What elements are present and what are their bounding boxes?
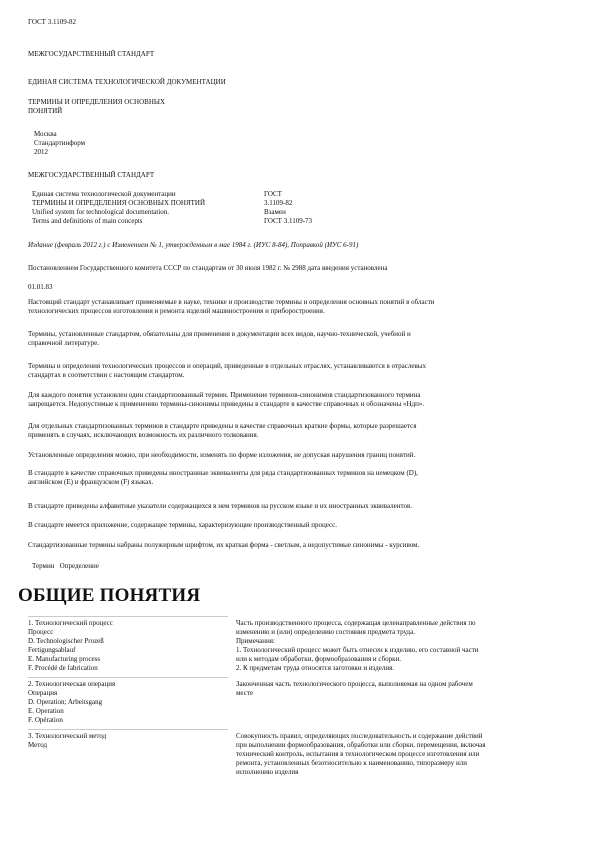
title-table-left-line: ТЕРМИНЫ И ОПРЕДЕЛЕНИЯ ОСНОВНЫХ ПОНЯТИЙ [32, 199, 206, 207]
document-title-line-1: ТЕРМИНЫ И ОПРЕДЕЛЕНИЯ ОСНОВНЫХ [28, 98, 166, 106]
edition-note: Издание (февраль 2012 г.) с Изменением № 1, утвержденным в мае 1984 г. (ИУС 8-84), Поправкой (ИУС 6-91) [28, 241, 359, 249]
definition-line: изменению и (или) определению состояния предмета труда. [236, 628, 415, 636]
publication-year: 2012 [34, 148, 48, 156]
publisher: Стандартинформ [34, 139, 86, 147]
paragraph [28, 521, 558, 530]
term-line: 2. Технологическая операция [28, 680, 116, 688]
paragraph-line: запрещается. Недопустимые к применению термины-синонимы приведены в стандарте в качестве справочных и обозначены «Ндп». [28, 400, 425, 408]
term-line: E. Manufacturing process [28, 655, 101, 663]
title-table-left-line: Terms and definitions of main concepts [32, 217, 143, 225]
paragraph [28, 469, 558, 487]
title-table-right-line: ГОСТ [264, 190, 282, 198]
paragraph-line: В стандарте в качестве справочных приведены иностранные эквиваленты для ряда стандартизованных терминов на немецком (D), [28, 469, 418, 477]
definition-line: ремонта, установленных безотносительно к наименованию, типоразмеру или [236, 759, 467, 767]
term-cell [28, 680, 228, 725]
paragraph-line: стандартах в соответствии с настоящим стандартом. [28, 371, 185, 379]
paragraph-line: Установленные определения можно, при необходимости, изменять по форме изложения, не допуская нарушения границ понятий. [28, 451, 416, 459]
paragraph-line: Термины, установленные стандартом, обязательны для применения в документации всех видов, научно-технической, учебной и [28, 330, 411, 338]
definition-line: Часть производственного процесса, содержащая целенаправленные действия по [236, 619, 476, 627]
term-cell [28, 619, 228, 673]
paragraph [28, 502, 558, 511]
decree-note: Постановлением Государственного комитета СССР по стандартам от 30 июля 1982 г. № 2988 дата введения установлена [28, 264, 388, 272]
paragraph-line: Для каждого понятия установлен один стандартизованный термин. Применение терминов-синонимов стандартизованного термина [28, 391, 421, 399]
definition-cell [236, 680, 558, 698]
paragraph [28, 391, 558, 409]
interstate-standard-heading-2: МЕЖГОСУДАРСТВЕННЫЙ СТАНДАРТ [28, 171, 155, 179]
paragraph [28, 298, 558, 316]
paragraph [28, 362, 558, 380]
term-line: D. Technologischer Prozeß [28, 637, 104, 645]
title-table-left-line: Unified system for technological documentation. [32, 208, 170, 216]
title-table-right-line: ГОСТ 3.1109-73 [264, 217, 313, 225]
term-line: Процесс [28, 628, 54, 636]
term-line: D. Operation; Arbeitsgang [28, 698, 103, 706]
title-table-right-line: 3.1109-82 [264, 199, 293, 207]
term-line: 1. Технологический процесс [28, 619, 113, 627]
row-separator [28, 616, 228, 617]
title-table-right [264, 190, 384, 226]
definition-line: Примечания: [236, 637, 275, 645]
paragraph-line: справочной литературе. [28, 339, 99, 347]
columns-header: Термин Определение [32, 562, 99, 570]
term-line: Метод [28, 741, 48, 749]
term-line: Fertigungsablauf [28, 646, 76, 654]
term-line: F. Procédé de fabrication [28, 664, 98, 672]
paragraph-line: Настоящий стандарт устанавливает применяемые в науке, технике и производстве термины и определения основных понятий в области [28, 298, 435, 306]
term-line: Операция [28, 689, 58, 697]
definition-line: 1. Технологический процесс может быть отнесен к изделию, его составной части [236, 646, 479, 654]
effective-date: 01.01.83 [28, 283, 53, 291]
system-heading: ЕДИНАЯ СИСТЕМА ТЕХНОЛОГИЧЕСКОЙ ДОКУМЕНТАЦИИ [28, 78, 226, 86]
definition-line: или к методам обработки, формообразования и сборки. [236, 655, 402, 663]
document-code: ГОСТ 3.1109-82 [28, 18, 77, 26]
paragraph-line: применять в случаях, исключающих возможность их различного толкования. [28, 431, 259, 439]
paragraph [28, 330, 558, 348]
row-separator [28, 729, 228, 730]
paragraph-line: В стандарте имеется приложение, содержащее термины, характеризующие производственный процесс. [28, 521, 337, 529]
term-line: 3. Технологический метод [28, 732, 107, 740]
title-table-left-line: Единая система технологической документации [32, 190, 176, 198]
paragraph-line: Стандартизованные термины набраны полужирным шрифтом, их краткая форма - светлым, а недопустимые синонимы - курсивом. [28, 541, 420, 549]
definition-line: исполнению изделия [236, 768, 299, 776]
paragraph-line: В стандарте приведены алфавитные указатели содержащихся в нем терминов на русском языке и их иностранных эквивалентов. [28, 502, 413, 510]
definition-line: 2. К предметам труда относятся заготовки и изделия. [236, 664, 395, 672]
term-cell [28, 732, 228, 750]
paragraph-line: Термины и определения технологических процессов и операций, приведенные в отдельных отраслях, устанавливаются в отраслевых [28, 362, 426, 370]
row-separator [28, 677, 228, 678]
term-line: F. Opération [28, 716, 63, 724]
publication-city: Москва [34, 130, 57, 138]
document-title-line-2: ПОНЯТИЙ [28, 107, 63, 115]
paragraph [28, 541, 558, 550]
section-title: ОБЩИЕ ПОНЯТИЯ [18, 585, 201, 606]
title-table-left [32, 190, 262, 226]
definition-line: технический контроль, испытания в технологическом процессе изготовления или [236, 750, 480, 758]
definition-line: месте [236, 689, 253, 697]
paragraph-line: технологических процессов изготовления и ремонта изделий машиностроения и приборостроения. [28, 307, 325, 315]
definition-cell [236, 619, 558, 673]
term-line: E. Operation [28, 707, 64, 715]
definition-cell [236, 732, 558, 777]
definition-line: Законченная часть технологического процесса, выполняемая на одном рабочем [236, 680, 473, 688]
paragraph-line: английском (E) и французском (F) языках. [28, 478, 154, 486]
paragraph-line: Для отдельных стандартизованных терминов в стандарте приведены в качестве справочных краткие формы, которые разрешается [28, 422, 417, 430]
definition-line: при выполнении формообразования, обработки или сборки, перемещения, включая [236, 741, 486, 749]
paragraph [28, 451, 558, 460]
paragraph [28, 422, 558, 440]
definition-line: Совокупность правил, определяющих последовательность и содержание действий [236, 732, 483, 740]
title-table-right-line: Взамен [264, 208, 286, 216]
interstate-standard-heading: МЕЖГОСУДАРСТВЕННЫЙ СТАНДАРТ [28, 50, 155, 58]
